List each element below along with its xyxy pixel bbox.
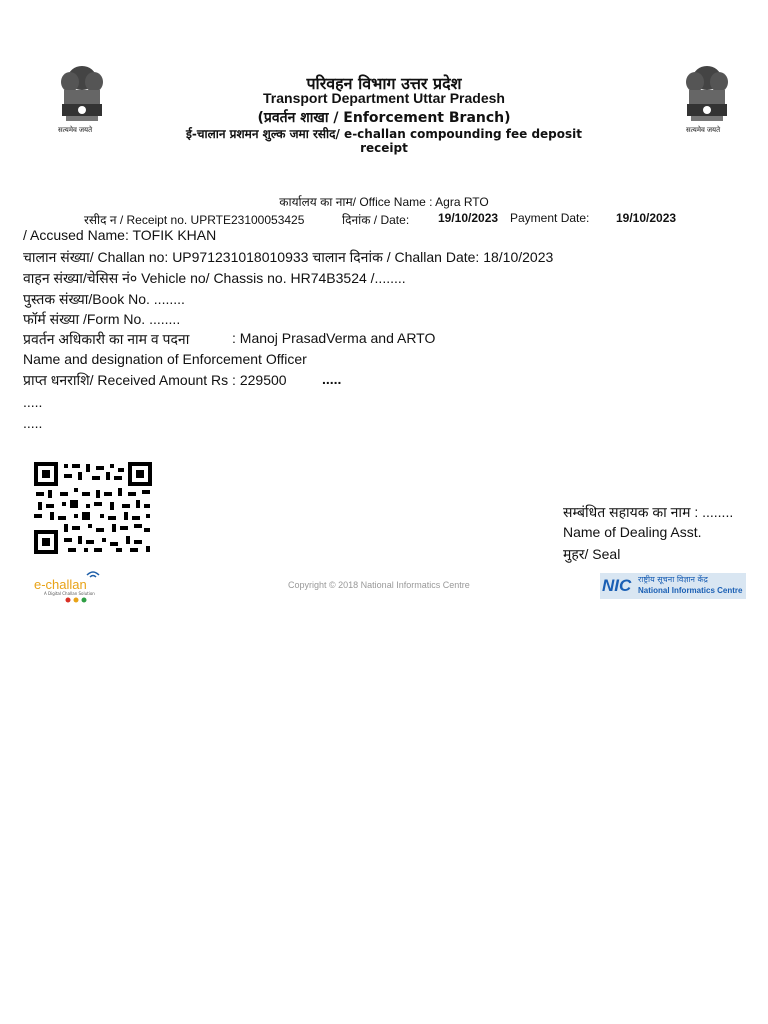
dealing-assistant-hindi: सम्बंधित सहायक का नाम : ........ xyxy=(563,504,734,520)
accused-name: / Accused Name: TOFIK KHAN xyxy=(23,227,217,243)
date-value: 19/10/2023 xyxy=(438,211,499,225)
nic-short-text: NIC xyxy=(602,576,632,595)
received-amount-dots: ..... xyxy=(322,371,342,387)
receipt-title-line1: ई-चालान प्रशमन शुल्क जमा रसीद/ e-challan compounding fee deposit xyxy=(185,127,583,141)
date-label: दिनांक / Date: xyxy=(342,213,410,227)
receipt-title-line2: receipt xyxy=(360,141,408,155)
officer-label: प्रवर्तन अधिकारी का नाम व पदना xyxy=(23,331,190,347)
nic-hindi-text: राष्ट्रीय सूचना विज्ञान केंद्र xyxy=(638,575,708,584)
emblem-motto-right: सत्यमेव जयते xyxy=(686,127,721,134)
emblem-motto-left: सत्यमेव जयते xyxy=(58,127,93,134)
dealing-assistant-english: Name of Dealing Asst. xyxy=(563,524,702,540)
form-number: फॉर्म संख्या /Form No. ........ xyxy=(23,311,181,327)
branch-title: (प्रवर्तन शाखा / Enforcement Branch) xyxy=(257,110,511,126)
qr-code xyxy=(34,462,152,554)
echallan-logo-text: e-challan xyxy=(34,577,87,592)
nic-english-text: National Informatics Centre xyxy=(638,586,743,595)
officer-value: : Manoj PrasadVerma and ARTO xyxy=(232,330,436,346)
payment-date-value: 19/10/2023 xyxy=(616,211,677,225)
copyright-text: Copyright © 2018 National Informatics Centre xyxy=(288,580,470,590)
challan-number: चालान संख्या/ Challan no: UP971231018010933 चालान दिनांक / Challan Date: 18/10/2023 xyxy=(23,249,554,265)
echallan-tagline: A Digital Challan Solution xyxy=(44,591,95,596)
title-english: Transport Department Uttar Pradesh xyxy=(263,90,505,106)
filler-dots-1: ..... xyxy=(23,394,43,410)
received-amount: प्राप्त धनराशि/ Received Amount Rs : 229500 xyxy=(23,372,287,388)
qr-code-icon xyxy=(34,462,152,554)
book-number: पुस्तक संख्या/Book No. ........ xyxy=(23,291,185,307)
traffic-dots-icon xyxy=(64,597,94,603)
office-name: कार्यालय का नाम/ Office Name : Agra RTO xyxy=(279,195,489,209)
nic-logo xyxy=(600,573,746,599)
title-hindi: परिवहन विभाग उत्तर प्रदेश xyxy=(306,74,462,93)
receipt-number: रसीद न / Receipt no. UPRTE23100053425 xyxy=(84,213,305,227)
echallan-logo xyxy=(34,570,106,604)
filler-dots-2: ..... xyxy=(23,415,43,431)
payment-date-label: Payment Date: xyxy=(510,211,590,225)
officer-description: Name and designation of Enforcement Officer xyxy=(23,351,307,367)
vehicle-number: वाहन संख्या/चेसिस नं० Vehicle no/ Chassis no. HR74B3524 /........ xyxy=(23,270,406,286)
seal-label: मुहर/ Seal xyxy=(563,546,621,562)
wifi-signal-icon xyxy=(86,570,100,580)
